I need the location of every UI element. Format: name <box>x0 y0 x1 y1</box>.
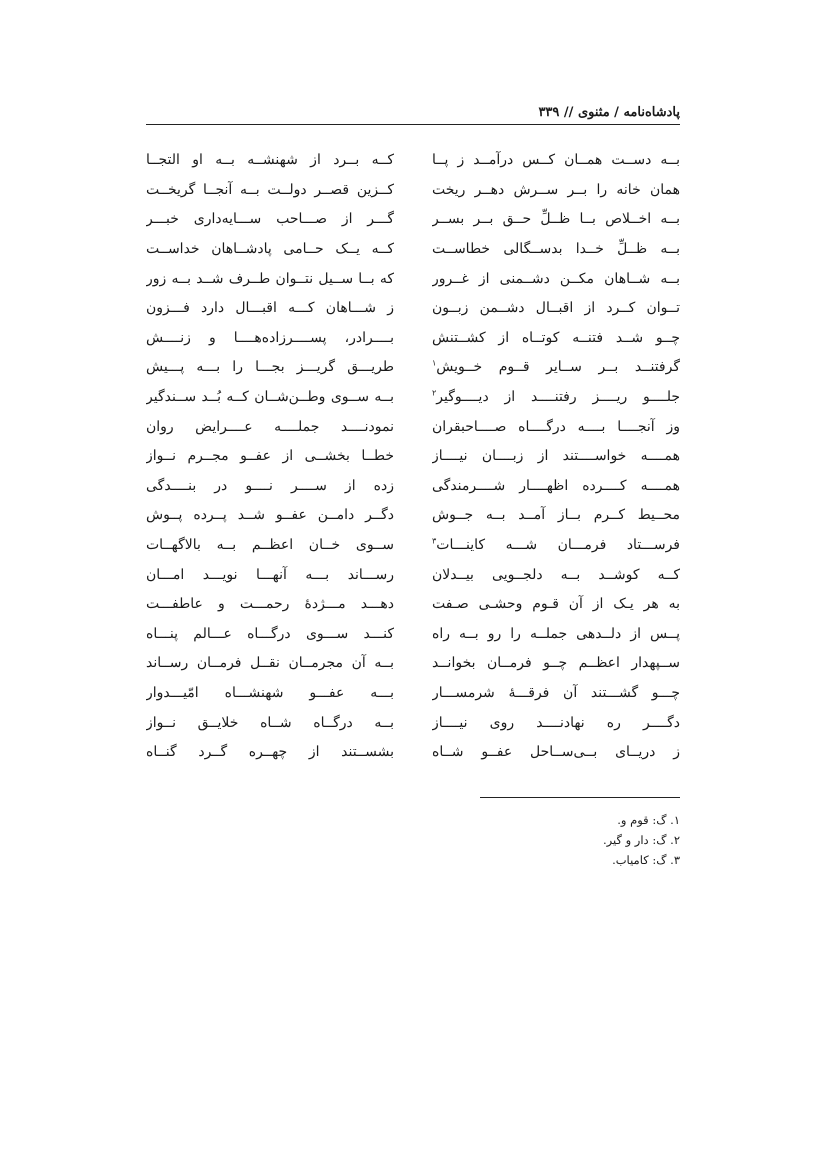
hemistich-right <box>432 561 680 590</box>
couplet <box>146 738 680 768</box>
couplet <box>146 176 680 206</box>
couplet <box>146 412 680 442</box>
couplet <box>146 264 680 294</box>
hemistich-left <box>146 294 394 323</box>
couplet <box>146 590 680 620</box>
hemistich-right <box>432 738 680 767</box>
hemistich-text: بــه شــاهان مکــن دشــمنی از غــرور <box>432 270 680 287</box>
hemistich-left <box>146 561 394 590</box>
hemistich-right <box>432 620 680 649</box>
poem-body <box>146 146 680 767</box>
hemistich-text: رســـاند بـــه آنهـــا نویـــد امـــان <box>146 566 394 583</box>
couplet <box>146 205 680 235</box>
couplet <box>146 708 680 738</box>
hemistich-text: تــوان کــرد از اقبــال دشــمن زبــون <box>432 300 680 317</box>
hemistich-right <box>432 590 680 619</box>
hemistich-text: کنـــد ســـوی درگـــاه عـــالم پنـــاه <box>146 625 394 642</box>
hemistich-right <box>432 235 680 264</box>
footnote-rule <box>480 797 680 798</box>
hemistich-left <box>146 413 394 442</box>
hemistich-right <box>432 353 680 382</box>
hemistich-left <box>146 472 394 501</box>
hemistich-text: بــه ظــلِّ خــدا بدســگالی خطاســت <box>432 241 680 258</box>
couplet <box>146 383 680 413</box>
couplet <box>146 442 680 472</box>
hemistich-text: کــه یــک حــامی پادشــاهان خداســت <box>146 241 394 258</box>
hemistich-left <box>146 146 394 175</box>
hemistich-left <box>146 235 394 264</box>
hemistich-text: کــه بــرد از شهنشــه بــه او التجــا <box>146 152 394 169</box>
couplet <box>146 472 680 502</box>
hemistich-text: فرســـتاد فرمـــان شـــه کاینـــات <box>436 537 680 554</box>
hemistich-left <box>146 649 394 678</box>
hemistich-text: دهـــد مـــژدهٔ رحمـــت و عاطفـــت <box>146 596 394 613</box>
hemistich-right <box>432 501 680 530</box>
hemistich-right <box>432 413 680 442</box>
hemistich-right <box>432 176 680 205</box>
footnote: ۱. گ: قوم و. <box>617 813 680 827</box>
hemistich-text: بــه ســوی وطــن‌شــان کــه بُــد ســندگیر <box>146 389 394 406</box>
hemistich-text: همان خانه را بــر ســرش دهــر ریخت <box>432 181 680 198</box>
hemistich-text: بــه اخــلاص بــا ظــلِّ حــق بــر بســر <box>432 211 680 228</box>
hemistich-text: ســپهدار اعظــم چــو فرمــان بخوانــد <box>432 655 680 672</box>
hemistich-right <box>432 205 680 234</box>
couplet <box>146 235 680 265</box>
couplet <box>146 620 680 650</box>
hemistich-text: طریـــق گریـــز بجـــا را بـــه پـــیش <box>146 359 394 376</box>
hemistich-text: پــس از دلــدهی جملــه را رو بــه راه <box>432 625 680 642</box>
hemistich-text: خطــا بخشــی از عفــو مجــرم نــواز <box>146 448 394 465</box>
header-rule <box>146 124 680 125</box>
hemistich-right <box>432 649 680 678</box>
hemistich-text: بشســتند از چهــره گــرد گنــاه <box>146 744 394 761</box>
hemistich-left <box>146 738 394 767</box>
hemistich-right <box>432 472 680 501</box>
hemistich-left <box>146 176 394 205</box>
hemistich-left <box>146 501 394 530</box>
hemistich-text: دگــــر ره نهادنــــد روی نیــــاز <box>432 714 680 731</box>
footnote-marker: ۳ <box>432 536 437 546</box>
hemistich-right <box>432 442 680 471</box>
couplet <box>146 531 680 561</box>
hemistich-right <box>432 265 680 294</box>
hemistich-text: دگــر دامــن عفــو شــد پــرده پــوش <box>146 507 394 524</box>
hemistich-text: همــــه کــــرده اظهــــار شــــرمندگی <box>432 477 680 494</box>
hemistich-text: که بــا ســیل نتــوان طــرف شــد بــه زور <box>146 270 394 287</box>
footnote: ۲. گ: دار و گیر. <box>602 833 680 847</box>
hemistich-text: گـــر از صـــاحب ســـایه‌داری خبـــر <box>146 211 394 228</box>
hemistich-left <box>146 324 394 353</box>
hemistich-text: گرفتنــد بــر ســایر قــوم خــویش <box>436 359 680 376</box>
hemistich-right <box>432 146 680 175</box>
running-head: پادشاه‌نامه / مثنوی // ۳۳۹ <box>538 105 680 120</box>
couplet <box>146 324 680 354</box>
hemistich-left <box>146 205 394 234</box>
couplet <box>146 294 680 324</box>
couplet <box>146 146 680 176</box>
hemistich-left <box>146 383 394 412</box>
hemistich-right <box>432 324 680 353</box>
footnote-marker: ۲ <box>432 388 437 398</box>
hemistich-left <box>146 590 394 619</box>
couplet <box>146 560 680 590</box>
hemistich-left <box>146 679 394 708</box>
hemistich-text: بــه دســت همــان کــس درآمــد ز پــا <box>432 152 680 169</box>
couplet <box>146 649 680 679</box>
hemistich-right <box>432 531 680 560</box>
hemistich-text: بــــرادر، پســــرزاده‌هــــا و زنــــش <box>146 329 394 346</box>
hemistich-text: کــه کوشــد بــه دلجــویی بیــدلان <box>432 566 680 583</box>
hemistich-text: وز آنجــــا بــــه درگــــاه صــــاحبقران <box>432 418 680 435</box>
hemistich-left <box>146 442 394 471</box>
hemistich-text: جلــــو ریــــز رفتنــــد از دیــــوگیر <box>436 389 680 406</box>
hemistich-text: زده از ســــر نــــو در بنــــدگی <box>146 477 394 494</box>
hemistich-left <box>146 531 394 560</box>
hemistich-text: نمودنــــد جملــــه عــــرایض روان <box>146 418 394 435</box>
hemistich-right <box>432 679 680 708</box>
hemistich-right <box>432 294 680 323</box>
hemistich-text: بــه آن مجرمــان نقــل فرمــان رســاند <box>146 655 394 672</box>
hemistich-left <box>146 265 394 294</box>
hemistich-text: بــه درگــاه شــاه خلایــق نــواز <box>146 714 394 731</box>
hemistich-text: همــــه خواســــتند از زبــــان نیــــاز <box>432 448 680 465</box>
hemistich-text: چــو شــد فتنــه کوتــاه از کشــتنش <box>432 329 680 346</box>
hemistich-text: محــیط کــرم بــاز آمــد بــه جــوش <box>432 507 680 524</box>
hemistich-text: به هر یـک از آن قـوم وحشـی صـفت <box>432 596 680 613</box>
hemistich-left <box>146 353 394 382</box>
hemistich-right <box>432 383 680 412</box>
hemistich-text: ســوی خــان اعظــم بــه بالاگهــات <box>146 537 394 554</box>
hemistich-text: ز دریــای بــی‌ســاحل عفــو شــاه <box>432 744 680 761</box>
hemistich-text: ز شـــاهان کـــه اقبـــال دارد فـــزون <box>146 300 394 317</box>
couplet <box>146 501 680 531</box>
footnote: ۳. گ: کامیاب. <box>612 853 680 867</box>
hemistich-right <box>432 709 680 738</box>
hemistich-text: بـــه عفـــو شهنشـــاه امّیـــدوار <box>146 684 394 701</box>
footnotes <box>380 810 680 870</box>
hemistich-text: کــزین قصــر دولــت بــه آنجــا گریخــت <box>146 181 394 198</box>
hemistich-left <box>146 620 394 649</box>
couplet <box>146 679 680 709</box>
footnote-marker: ۱ <box>432 358 437 368</box>
hemistich-left <box>146 709 394 738</box>
hemistich-text: چـــو گشـــتند آن فرقـــهٔ شرمســـار <box>432 684 680 701</box>
couplet <box>146 353 680 383</box>
